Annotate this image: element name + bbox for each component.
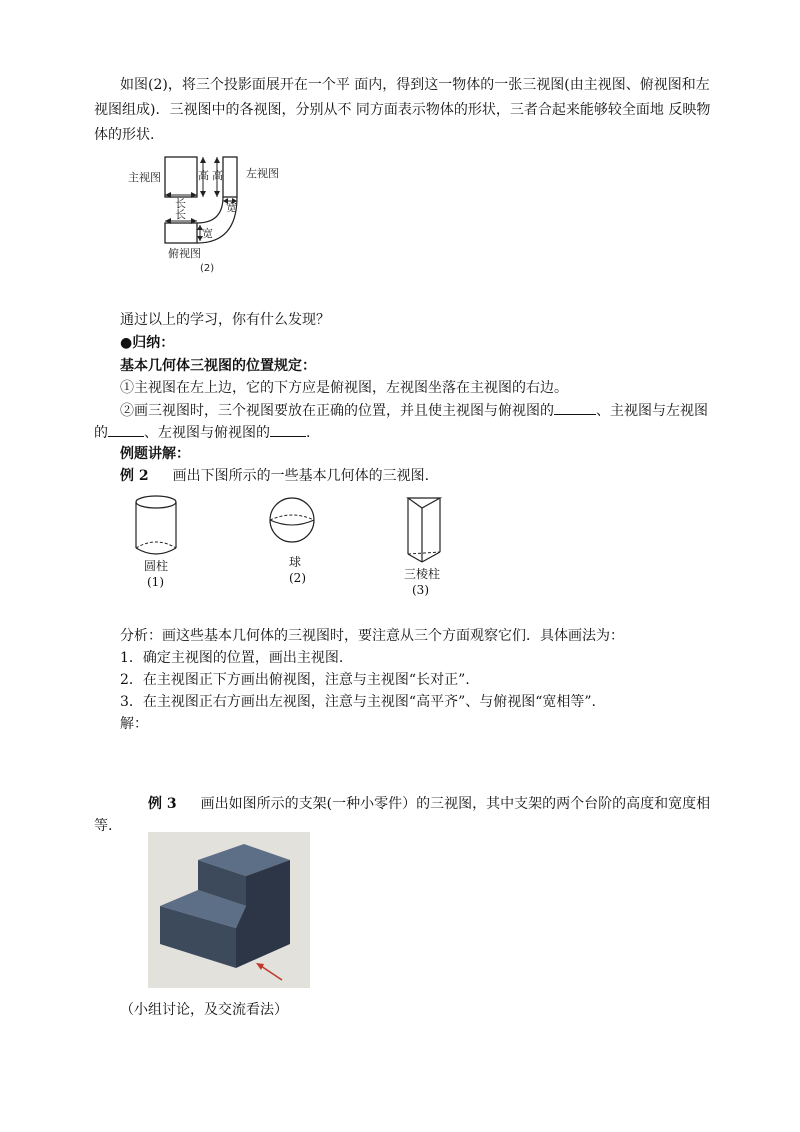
shape-2-num: (2) [289, 571, 306, 585]
rule-2-line-1 [120, 400, 708, 421]
solution-label: 解： [120, 716, 148, 732]
bracket-photo [148, 832, 310, 988]
sphere-figure [262, 492, 322, 552]
example-3-line-2: 等. [94, 818, 113, 834]
analysis-intro: 分析：画这些基本几何体的三视图时，要注意从三个方面观察它们．具体画法为： [120, 628, 624, 644]
length-label-1: 长 [175, 197, 186, 210]
shape-1-name: 圆柱 [144, 559, 169, 573]
example-3-text: 画出如图所示的支架(一种小零件）的三视图，其中支架的两个台阶的高度和宽度相 [200, 796, 711, 812]
main-view-label: 主视图 [128, 171, 161, 184]
width-label-1: 宽 [226, 201, 237, 214]
fill-blank-2[interactable] [108, 422, 144, 437]
discovery-question: 通过以上的学习，你有什么发现？ [120, 312, 330, 328]
analysis-step-2: 2．在主视图正下方画出俯视图，注意与主视图“长对正”. [120, 672, 470, 688]
analysis-step-3: 3．在主视图正右方画出左视图，注意与主视图“高平齐”、与俯视图“宽相等”. [120, 694, 596, 710]
rule-2-text-e: . [306, 425, 311, 441]
step-bracket-image [148, 832, 310, 988]
height-label-1: 高 [198, 169, 209, 182]
width-label-2: 宽 [202, 227, 213, 240]
top-view-label: 俯视图 [168, 247, 201, 260]
rule-2-text-a: ②画三视图时，三个视图要放在正确的位置，并且使主视图与俯视图的 [120, 403, 554, 419]
intro-line-2: 视图组成)．三视图中的各视图，分别从不 同方面表示物体的形状，三者合起来能够较全面地 反映物 [94, 102, 711, 118]
shape-3-name: 三棱柱 [404, 567, 441, 581]
example-heading: 例题讲解： [120, 446, 190, 462]
intro-line-3: 体的形状. [94, 127, 155, 143]
analysis-step-1: 1．确定主视图的位置，画出主视图. [120, 650, 344, 666]
shape-3-num: (3) [412, 583, 429, 597]
shape-2-name: 球 [289, 555, 302, 569]
intro-line-1: 如图(2)，将三个投影面展开在一个平 面内，得到这一物体的一张三视图(由主视图、俯视图和左 [120, 77, 710, 93]
rule-1: ①主视图在左上边，它的下方应是俯视图，左视图坐落在主视图的右边。 [120, 380, 568, 396]
top-view-box [165, 223, 197, 243]
example-2-label: 例 2 [120, 468, 149, 484]
discussion-note: （小组讨论，及交流看法） [120, 1002, 288, 1018]
length-label-2: 长 [175, 208, 186, 221]
example-3 [148, 794, 710, 814]
example-2 [120, 466, 429, 486]
main-view-box [165, 157, 197, 197]
fill-blank-3[interactable] [270, 422, 306, 437]
example-3-label: 例 3 [148, 796, 177, 812]
summary-heading: ●归纳： [120, 335, 175, 351]
fill-blank-1[interactable] [554, 400, 596, 415]
prism-figure [400, 488, 450, 568]
rule-2-text-d: 、左视图与俯视图的 [144, 425, 270, 441]
shape-1-num: (1) [147, 575, 164, 589]
example-2-text: 画出下图所示的一些基本几何体的三视图. [172, 468, 430, 484]
rule-2-line-2 [94, 422, 310, 443]
left-view-label: 左视图 [246, 167, 279, 180]
figure-caption: (2) [200, 263, 215, 274]
rule-2-text-b: 、主视图与左视图 [596, 403, 708, 419]
height-label-2: 高 [212, 169, 223, 182]
rule-2-text-c: 的 [94, 425, 108, 441]
rule-heading: 基本几何体三视图的位置规定： [120, 358, 316, 374]
three-view-figure [120, 145, 290, 275]
left-view-box [223, 157, 237, 197]
